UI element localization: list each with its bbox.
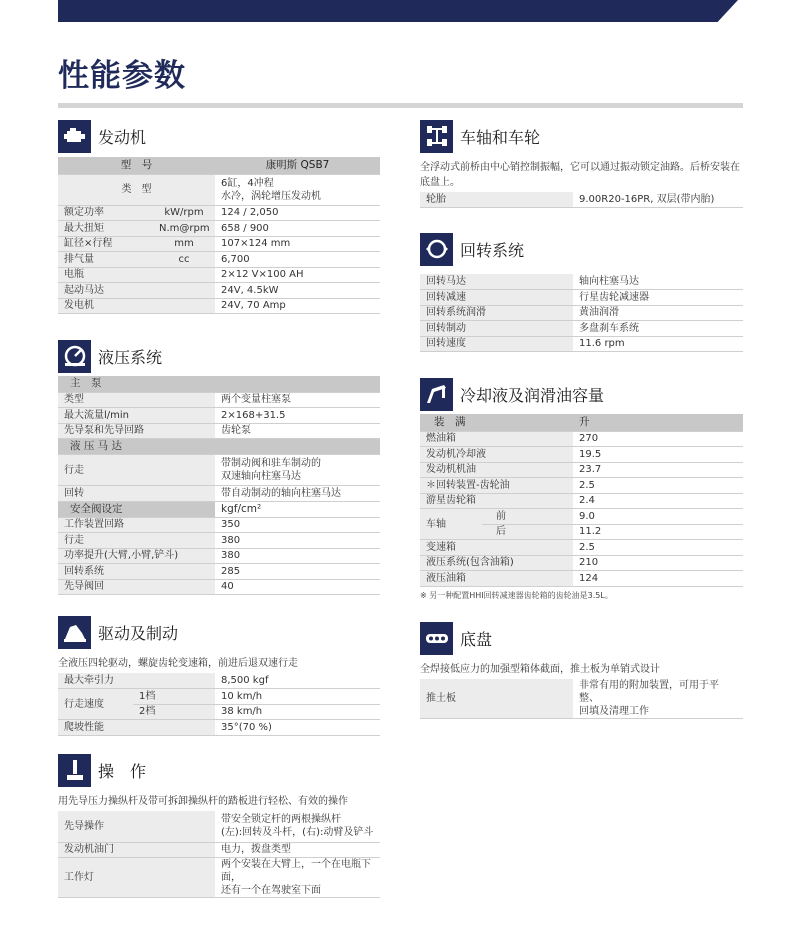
- top-banner: [58, 0, 738, 22]
- table-row: 回转制动 多盘刹车系统: [420, 321, 743, 337]
- table-row: 额定功率 kW/rpm 124 / 2,050: [58, 205, 380, 221]
- drive-title: 驱动及制动: [98, 623, 179, 643]
- table-row: 车轴 前 9.0: [420, 509, 743, 525]
- axle-icon: [420, 120, 453, 153]
- lever-icon: [58, 754, 91, 787]
- table-row: 发动机机油 23.7: [420, 462, 743, 478]
- drive-table: [58, 673, 380, 736]
- table-row: 电瓶 2×12 V×100 AH: [58, 267, 380, 283]
- table-row: [58, 157, 380, 174]
- table-row: 液 压 马 达: [58, 439, 380, 455]
- table-row: 先导泵和先导回路 齿轮泵: [58, 423, 380, 439]
- table-row: 游星齿轮箱 2.4: [420, 493, 743, 509]
- table-row: 先导阀回 40: [58, 579, 380, 595]
- table-row: 回转系统润滑 黄油润滑: [420, 305, 743, 321]
- table-row: 发动机油门 电力，拨盘类型: [58, 842, 380, 858]
- table-row: 功率提升(大臂,小臂,铲斗) 380: [58, 548, 380, 564]
- table-row: 工作灯 两个安装在大臂上，一个在电瓶下面， 还有一个在驾驶室下面: [58, 858, 380, 898]
- table-row: 行走 380: [58, 533, 380, 549]
- table-row: 回转速度 11.6 rpm: [420, 336, 743, 352]
- swing-table: [420, 274, 743, 352]
- table-row: 发电机 24V, 70 Amp: [58, 298, 380, 314]
- table-row: 发动机冷却液 19.5: [420, 447, 743, 463]
- hydraulic-table: [58, 376, 380, 595]
- engine-type-value: 6缸，4冲程 水冷，涡轮增压发动机: [215, 174, 380, 205]
- chassis-icon: [420, 622, 453, 655]
- table-row: 安全阀设定 kgf/cm²: [58, 501, 380, 517]
- table-row: 类型 两个变量柱塞泵: [58, 392, 380, 408]
- hydraulic-section: [58, 338, 380, 595]
- engine-header-label: 型 号: [58, 157, 215, 174]
- rotate-icon: [420, 233, 453, 266]
- table-row: 最大牵引力 8,500 kgf: [58, 673, 380, 689]
- table-row: 后 11.2: [420, 524, 743, 540]
- table-row: 轮胎 9.00R20-16PR, 双层(带内胎): [420, 192, 743, 208]
- capacity-title: 冷却液及润滑油容量: [460, 385, 605, 405]
- table-row: 回转马达 轴向柱塞马达: [420, 274, 743, 290]
- table-row: 行走 带制动阀和驻车制动的 双速轴向柱塞马达: [58, 455, 380, 486]
- capacity-section: [420, 376, 743, 601]
- excavator-icon: [58, 616, 91, 649]
- axle-title: 车轴和车轮: [460, 127, 541, 147]
- engine-section: [58, 118, 380, 314]
- drive-description: 全液压四轮驱动，螺旋齿轮变速箱，前进后退双速行走: [58, 658, 298, 669]
- axle-table: [420, 192, 743, 208]
- table-row: 先导操作 带安全锁定杆的两根操纵杆 (左):回转及斗杆，(右):动臂及铲斗: [58, 811, 380, 842]
- engine-icon: [58, 120, 91, 153]
- swing-title: 回转系统: [460, 240, 525, 260]
- engine-header-value: 康明斯 QSB7: [215, 157, 380, 174]
- operation-title: 操 作: [98, 761, 147, 781]
- undercarriage-description: 全焊接低应力的加强型箱体截面，推土板为单销式设计: [420, 664, 660, 675]
- capacity-table: [420, 414, 743, 587]
- table-row: 装 满 升: [420, 414, 743, 431]
- undercarriage-title: 底盘: [460, 629, 493, 649]
- table-row: [58, 174, 380, 205]
- table-row: 回转减速 行星齿轮减速器: [420, 290, 743, 306]
- table-row: 液压油箱 124: [420, 571, 743, 587]
- table-row: 爬坡性能 35°(70 %): [58, 720, 380, 736]
- table-row: 缸径×行程 mm 107×124 mm: [58, 236, 380, 252]
- table-row: 变速箱 2.5: [420, 540, 743, 556]
- drive-section: [58, 614, 380, 736]
- crane-arm-icon: [420, 378, 453, 411]
- engine-type-label: 类 型: [58, 174, 215, 205]
- gauge-icon: [58, 340, 91, 373]
- table-row: 行走速度 1档 10 km/h: [58, 689, 380, 705]
- table-row: 推土板 非常有用的附加装置，可用于平整、 回填及清理工作: [420, 679, 743, 719]
- table-row: 起动马达 24V, 4.5kW: [58, 283, 380, 299]
- swing-section: [420, 231, 743, 352]
- table-row: 回转系统 285: [58, 564, 380, 580]
- table-row: 主 泵: [58, 376, 380, 392]
- table-row: 燃油箱 270: [420, 431, 743, 447]
- axle-description: 全浮动式前桥由中心销控制振幅，它可以通过振动锁定油路。后桥安装在底盘上。: [420, 162, 740, 188]
- operation-table: [58, 811, 380, 898]
- table-row: 液压系统(包含油箱) 210: [420, 555, 743, 571]
- table-row: ＊回转装置-齿轮油 2.5: [420, 478, 743, 494]
- table-row: 排气量 cc 6,700: [58, 252, 380, 268]
- table-row: 最大流量l/min 2×168+31.5: [58, 408, 380, 424]
- capacity-note: ※ 另一种配置HHI回转减速器齿轮箱的齿轮油是3.5L。: [420, 590, 613, 600]
- operation-description: 用先导压力操纵杆及带可拆卸操纵杆的踏板进行轻松、有效的操作: [58, 796, 348, 807]
- engine-title: 发动机: [98, 127, 147, 147]
- undercarriage-section: [420, 620, 743, 719]
- hydraulic-title: 液压系统: [98, 347, 163, 367]
- table-row: 2档 38 km/h: [58, 704, 380, 720]
- undercarriage-table: [420, 679, 743, 719]
- table-row: 最大扭矩 N.m@rpm 658 / 900: [58, 221, 380, 237]
- table-row: 工作装置回路 350: [58, 517, 380, 533]
- table-row: 回转 带自动制动的轴向柱塞马达: [58, 486, 380, 502]
- operation-section: [58, 752, 380, 898]
- title-divider: [58, 103, 743, 108]
- axle-section: [420, 118, 743, 208]
- page-title: 性能参数: [58, 58, 186, 94]
- engine-table: [58, 157, 380, 314]
